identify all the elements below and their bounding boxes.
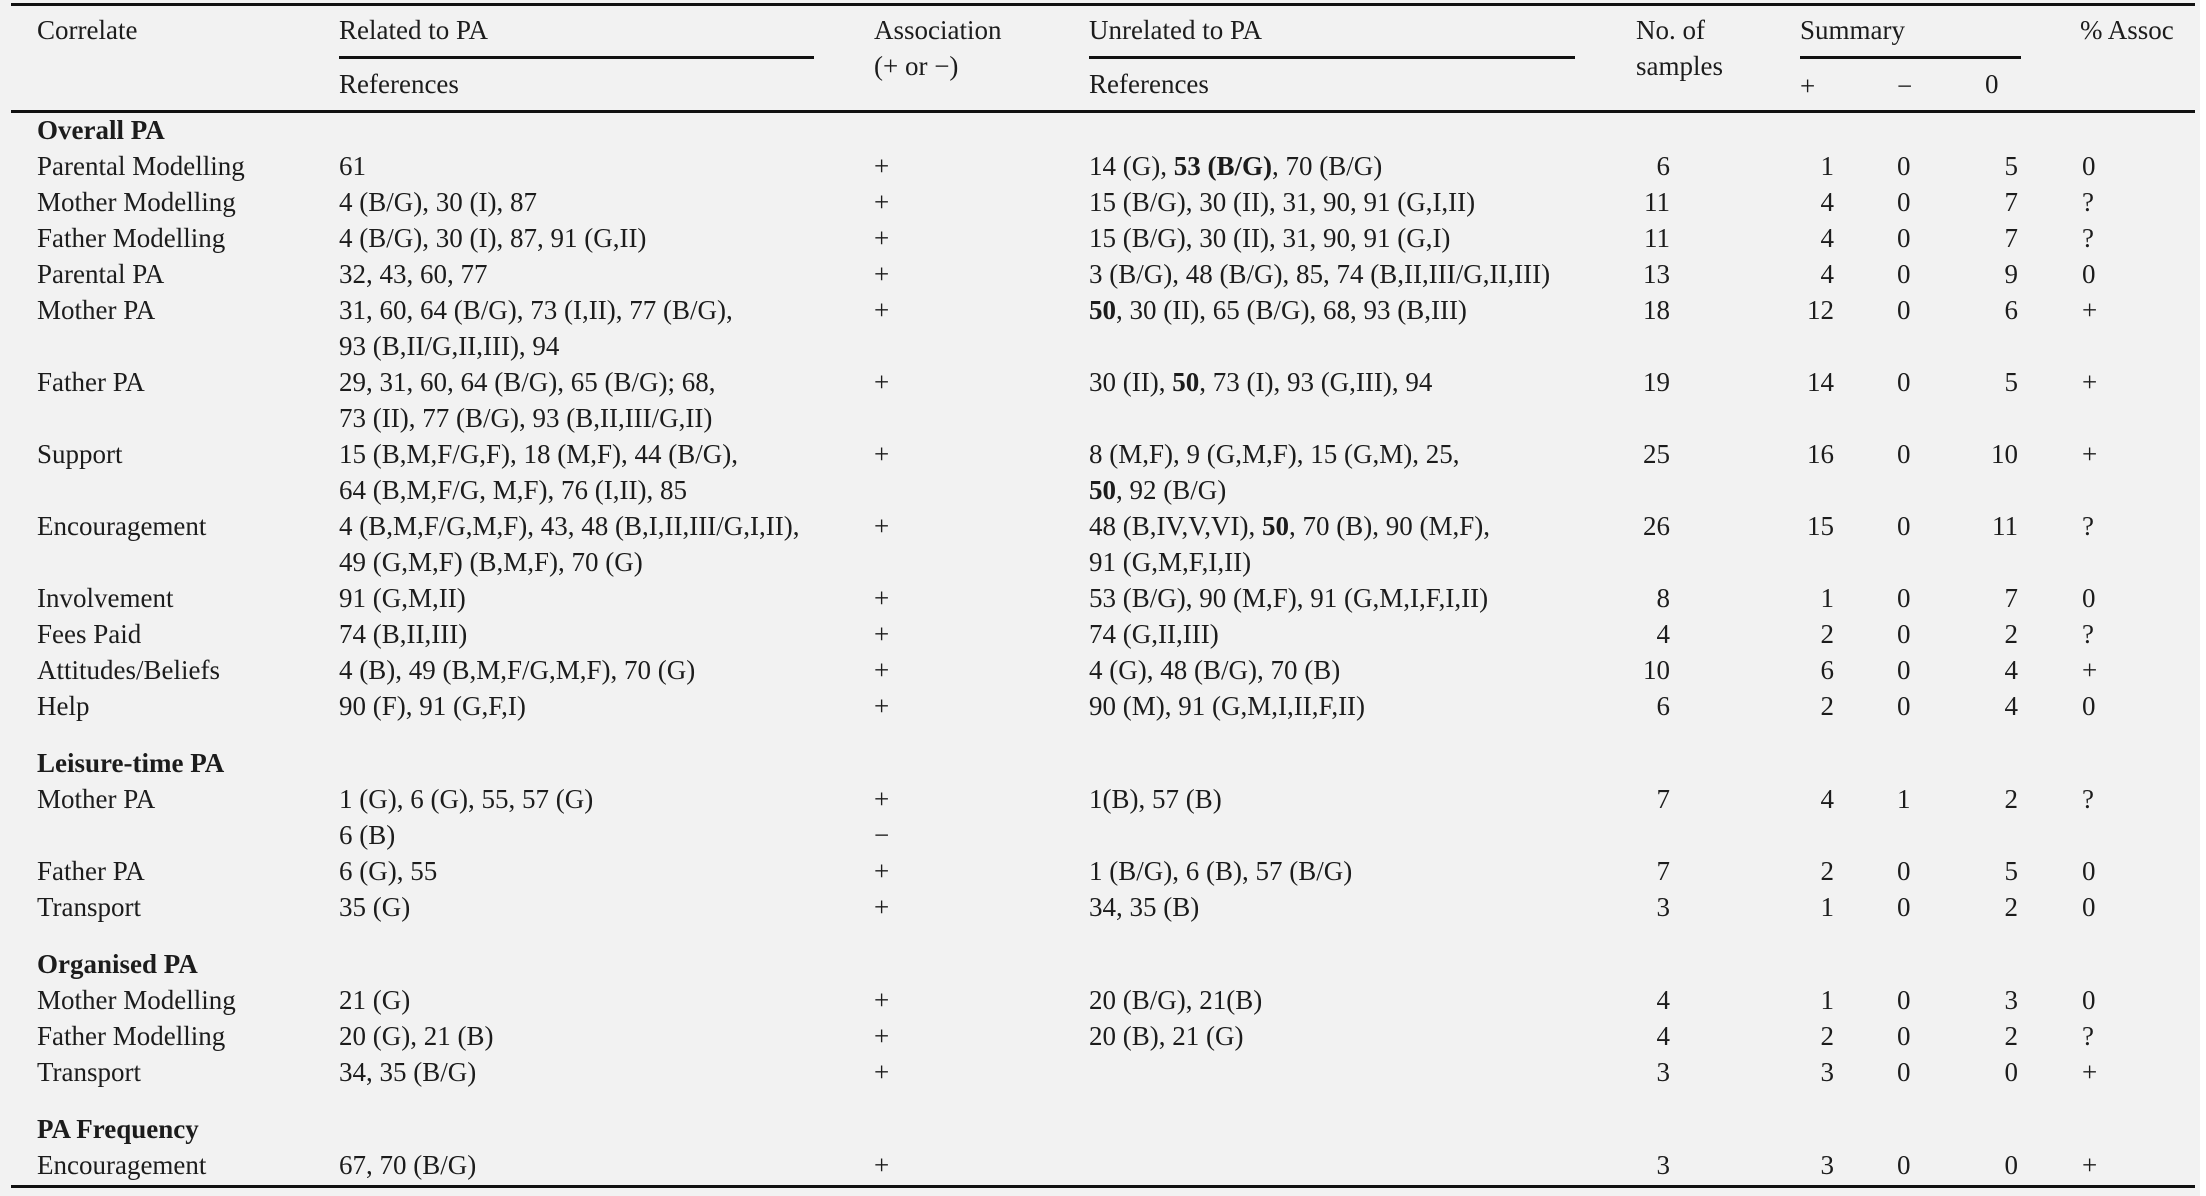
pct-assoc-cell: 0 <box>2082 583 2096 613</box>
samples-cell: 6 <box>1656 691 1670 721</box>
pct-assoc-cell: 0 <box>2082 856 2096 886</box>
summary-plus-cell: 3 <box>1820 1057 1834 1087</box>
reference-text: 91 (G,M,F,I,II) <box>1089 547 1252 577</box>
section-header <box>0 112 2200 148</box>
table-row <box>0 256 2200 292</box>
association-cell: + <box>874 856 890 886</box>
summary-minus-cell: 0 <box>1897 367 1911 397</box>
reference-text: 20 (B/G), 21(B) <box>1089 985 1263 1015</box>
correlate-cell: Involvement <box>37 583 174 613</box>
pct-assoc-cell: 0 <box>2082 985 2096 1015</box>
pct-assoc-cell: + <box>2082 1150 2098 1180</box>
table-row <box>0 1147 2200 1183</box>
pct-assoc-cell: ? <box>2082 511 2094 541</box>
pct-assoc-cell: ? <box>2082 223 2094 253</box>
unrelated-references-cell <box>1089 256 1550 292</box>
correlate-cell: Mother Modelling <box>37 187 236 217</box>
table-row-line <box>0 580 2200 616</box>
table-row <box>0 580 2200 616</box>
pct-assoc-cell: 0 <box>2082 691 2096 721</box>
association-cell: + <box>874 1021 890 1051</box>
table-row <box>0 652 2200 688</box>
summary-plus-cell: 16 <box>1807 439 1834 469</box>
header-related-references: References <box>339 69 459 99</box>
summary-minus-cell: 0 <box>1897 856 1911 886</box>
pct-assoc-cell: 0 <box>2082 259 2096 289</box>
table-row <box>0 889 2200 925</box>
samples-cell: 10 <box>1643 655 1670 685</box>
section-title: Leisure-time PA <box>37 748 225 778</box>
correlate-cell: Parental Modelling <box>37 151 245 181</box>
unrelated-references-cell <box>1089 688 1365 724</box>
header-related: Related to PA <box>339 15 489 45</box>
reference-text: 20 (B), 21 (G) <box>1089 1021 1244 1051</box>
pct-assoc-cell: 0 <box>2082 892 2096 922</box>
association-cell: + <box>874 892 890 922</box>
summary-plus-cell: 4 <box>1820 259 1834 289</box>
table-row <box>0 184 2200 220</box>
reference-text-bold: 50 <box>1172 367 1200 397</box>
reference-text: 74 (G,II,III) <box>1089 619 1219 649</box>
samples-cell: 3 <box>1656 892 1670 922</box>
summary-minus-cell: 0 <box>1897 1057 1911 1087</box>
table-row <box>0 436 2200 508</box>
samples-cell: 8 <box>1656 583 1670 613</box>
association-cell: + <box>874 367 890 397</box>
section-header <box>0 745 2200 781</box>
samples-cell: 19 <box>1643 367 1670 397</box>
header-samples-line2: samples <box>1636 51 1723 81</box>
association-cell: + <box>874 655 890 685</box>
summary-plus-cell: 4 <box>1820 187 1834 217</box>
association-cell: + <box>874 619 890 649</box>
association-cell: + <box>874 511 890 541</box>
summary-underline <box>1800 56 2021 59</box>
related-references-cell: 4 (B/G), 30 (I), 87 <box>339 187 537 217</box>
association-cell: + <box>874 223 890 253</box>
correlate-cell: Transport <box>37 1057 142 1087</box>
correlate-cell: Father PA <box>37 367 145 397</box>
summary-plus-cell: 14 <box>1807 367 1834 397</box>
samples-cell: 13 <box>1643 259 1670 289</box>
unrelated-references-cell <box>1089 616 1219 652</box>
table-row <box>0 364 2200 436</box>
table-row-line <box>0 688 2200 724</box>
related-references-cell: 93 (B,II/G,II,III), 94 <box>339 331 560 361</box>
correlate-cell: Mother PA <box>37 295 156 325</box>
association-cell: + <box>874 985 890 1015</box>
summary-plus-cell: 2 <box>1820 619 1834 649</box>
table-row-line <box>0 889 2200 925</box>
summary-zero-cell: 4 <box>2004 691 2018 721</box>
reference-text: 30 (II), <box>1089 367 1173 397</box>
unrelated-references-cell <box>1089 364 1432 400</box>
samples-cell: 4 <box>1656 619 1670 649</box>
related-references-cell: 6 (B) <box>339 820 396 850</box>
correlate-cell: Attitudes/Beliefs <box>37 655 220 685</box>
summary-minus-cell: 0 <box>1897 619 1911 649</box>
summary-minus-cell: 0 <box>1897 295 1911 325</box>
header-summary-zero: 0 <box>1985 69 1999 99</box>
summary-minus-cell: 0 <box>1897 892 1911 922</box>
related-references-cell: 29, 31, 60, 64 (B/G), 65 (B/G); 68, <box>339 367 716 397</box>
association-cell: + <box>874 784 890 814</box>
summary-minus-cell: 0 <box>1897 985 1911 1015</box>
pct-assoc-cell: 0 <box>2082 151 2096 181</box>
summary-zero-cell: 2 <box>2004 784 2018 814</box>
summary-minus-cell: 0 <box>1897 259 1911 289</box>
section-header <box>0 1111 2200 1147</box>
reference-text: 3 (B/G), 48 (B/G), 85, 74 (B,II,III/G,II,III) <box>1089 259 1551 289</box>
related-references-cell: 91 (G,M,II) <box>339 583 466 613</box>
correlate-cell: Fees Paid <box>37 619 142 649</box>
table-row-line <box>0 1054 2200 1090</box>
summary-plus-cell: 1 <box>1820 583 1834 613</box>
reference-text: , 92 (B/G) <box>1116 475 1227 505</box>
reference-text: , 73 (I), 93 (G,III), 94 <box>1199 367 1433 397</box>
summary-zero-cell: 7 <box>2004 583 2018 613</box>
table-row <box>0 508 2200 580</box>
correlate-cell: Transport <box>37 892 142 922</box>
summary-zero-cell: 3 <box>2004 985 2018 1015</box>
related-references-cell: 73 (II), 77 (B/G), 93 (B,II,III/G,II) <box>339 403 713 433</box>
samples-cell: 26 <box>1643 511 1670 541</box>
reference-text: 14 (G), <box>1089 151 1174 181</box>
summary-minus-cell: 0 <box>1897 511 1911 541</box>
header-association: Association <box>874 15 1002 45</box>
reference-text: , 70 (B/G) <box>1271 151 1383 181</box>
summary-plus-cell: 6 <box>1820 655 1834 685</box>
summary-minus-cell: 0 <box>1897 1150 1911 1180</box>
summary-plus-cell: 2 <box>1820 691 1834 721</box>
reference-text-bold: 50 <box>1262 511 1290 541</box>
reference-text: 4 (G), 48 (B/G), 70 (B) <box>1089 655 1341 685</box>
summary-zero-cell: 5 <box>2004 367 2018 397</box>
association-cell: + <box>874 1057 890 1087</box>
table-row-line <box>0 184 2200 220</box>
summary-plus-cell: 15 <box>1807 511 1834 541</box>
related-references-cell: 4 (B/G), 30 (I), 87, 91 (G,II) <box>339 223 647 253</box>
reference-text: , 70 (B), 90 (M,F), <box>1289 511 1491 541</box>
unrelated-references-cell <box>1089 982 1262 1018</box>
related-references-cell: 1 (G), 6 (G), 55, 57 (G) <box>339 784 594 814</box>
samples-cell: 4 <box>1656 985 1670 1015</box>
related-references-cell: 90 (F), 91 (G,F,I) <box>339 691 526 721</box>
table-row <box>0 1054 2200 1090</box>
summary-zero-cell: 2 <box>2004 1021 2018 1051</box>
reference-text-bold: 53 (B/G) <box>1173 151 1272 181</box>
unrelated-underline <box>1089 56 1575 59</box>
table-row <box>0 220 2200 256</box>
samples-cell: 3 <box>1656 1150 1670 1180</box>
samples-cell: 18 <box>1643 295 1670 325</box>
table-row <box>0 1018 2200 1054</box>
summary-plus-cell: 1 <box>1820 892 1834 922</box>
related-references-cell: 6 (G), 55 <box>339 856 438 886</box>
table-row-line <box>0 853 2200 889</box>
association-cell: + <box>874 151 890 181</box>
related-references-cell: 21 (G) <box>339 985 411 1015</box>
unrelated-references-cell <box>1089 148 1382 184</box>
association-cell: + <box>874 583 890 613</box>
summary-plus-cell: 4 <box>1820 223 1834 253</box>
association-cell: − <box>874 820 890 850</box>
header-unrelated-references: References <box>1089 69 1209 99</box>
table-row <box>0 292 2200 364</box>
correlate-cell: Parental PA <box>37 259 165 289</box>
summary-zero-cell: 0 <box>2004 1057 2018 1087</box>
top-rule <box>11 3 2195 6</box>
summary-minus-cell: 1 <box>1897 784 1911 814</box>
correlate-cell: Encouragement <box>37 511 207 541</box>
pct-assoc-cell: + <box>2082 655 2098 685</box>
section-title: Overall PA <box>37 115 165 145</box>
table-row-line <box>0 148 2200 184</box>
summary-zero-cell: 2 <box>2004 892 2018 922</box>
reference-text: 53 (B/G), 90 (M,F), 91 (G,M,I,F,I,II) <box>1089 583 1489 613</box>
reference-text: , 30 (II), 65 (B/G), 68, 93 (B,III) <box>1116 295 1467 325</box>
table-row-line <box>0 781 2200 817</box>
summary-zero-cell: 0 <box>2004 1150 2018 1180</box>
unrelated-references-cell <box>1089 472 1226 508</box>
table-row-line <box>0 400 2200 436</box>
table-row-line <box>0 436 2200 472</box>
association-cell: + <box>874 295 890 325</box>
bottom-rule <box>11 1185 2195 1188</box>
summary-zero-cell: 2 <box>2004 619 2018 649</box>
samples-cell: 11 <box>1644 187 1670 217</box>
samples-cell: 25 <box>1643 439 1670 469</box>
reference-text: 1 (B/G), 6 (B), 57 (B/G) <box>1089 856 1353 886</box>
related-references-cell: 35 (G) <box>339 892 411 922</box>
unrelated-references-cell <box>1089 508 1490 544</box>
unrelated-references-cell <box>1089 436 1460 472</box>
summary-minus-cell: 0 <box>1897 187 1911 217</box>
section-title: PA Frequency <box>37 1114 199 1144</box>
pct-assoc-cell: ? <box>2082 1021 2094 1051</box>
related-references-cell: 49 (G,M,F) (B,M,F), 70 (G) <box>339 547 643 577</box>
table-row-line <box>0 652 2200 688</box>
summary-zero-cell: 7 <box>2004 187 2018 217</box>
table-row <box>0 148 2200 184</box>
summary-zero-cell: 5 <box>2004 151 2018 181</box>
samples-cell: 7 <box>1656 856 1670 886</box>
summary-minus-cell: 0 <box>1897 583 1911 613</box>
table-row <box>0 688 2200 724</box>
header-association-sub: (+ or −) <box>874 51 959 81</box>
header-pct-assoc: % Assoc <box>2080 15 2174 45</box>
correlate-cell: Encouragement <box>37 1150 207 1180</box>
header-summary: Summary <box>1800 15 1905 45</box>
section-header <box>0 946 2200 982</box>
unrelated-references-cell <box>1089 184 1475 220</box>
header-summary-minus: − <box>1897 71 1913 101</box>
table-row <box>0 853 2200 889</box>
related-underline <box>339 56 814 59</box>
summary-minus-cell: 0 <box>1897 151 1911 181</box>
table-row-line <box>0 292 2200 328</box>
table-row <box>0 781 2200 853</box>
table-row-line <box>0 364 2200 400</box>
association-cell: + <box>874 691 890 721</box>
correlate-cell: Father Modelling <box>37 1021 226 1051</box>
table-row <box>0 982 2200 1018</box>
reference-text: 8 (M,F), 9 (G,M,F), 15 (G,M), 25, <box>1089 439 1460 469</box>
association-cell: + <box>874 259 890 289</box>
pct-assoc-cell: + <box>2082 1057 2098 1087</box>
unrelated-references-cell <box>1089 292 1467 328</box>
summary-plus-cell: 1 <box>1820 151 1834 181</box>
header-samples-line1: No. of <box>1636 15 1705 45</box>
summary-plus-cell: 12 <box>1807 295 1834 325</box>
table-row-line <box>0 544 2200 580</box>
summary-minus-cell: 0 <box>1897 655 1911 685</box>
pct-assoc-cell: + <box>2082 367 2098 397</box>
unrelated-references-cell <box>1089 580 1488 616</box>
related-references-cell: 31, 60, 64 (B/G), 73 (I,II), 77 (B/G), <box>339 295 733 325</box>
summary-minus-cell: 0 <box>1897 691 1911 721</box>
table-row-line <box>0 817 2200 853</box>
related-references-cell: 4 (B,M,F/G,M,F), 43, 48 (B,I,II,III/G,I,II), <box>339 511 800 541</box>
table-row <box>0 616 2200 652</box>
table-row-line <box>0 256 2200 292</box>
summary-plus-cell: 1 <box>1820 985 1834 1015</box>
pct-assoc-cell: ? <box>2082 619 2094 649</box>
header-correlate: Correlate <box>37 15 138 45</box>
reference-text-bold: 50 <box>1089 295 1116 325</box>
unrelated-references-cell <box>1089 781 1222 817</box>
summary-minus-cell: 0 <box>1897 439 1911 469</box>
related-references-cell: 4 (B), 49 (B,M,F/G,M,F), 70 (G) <box>339 655 696 685</box>
header-unrelated: Unrelated to PA <box>1089 15 1262 45</box>
association-cell: + <box>874 187 890 217</box>
related-references-cell: 67, 70 (B/G) <box>339 1150 477 1180</box>
related-references-cell: 34, 35 (B/G) <box>339 1057 477 1087</box>
summary-plus-cell: 2 <box>1820 856 1834 886</box>
related-references-cell: 20 (G), 21 (B) <box>339 1021 494 1051</box>
reference-text: 48 (B,IV,V,VI), <box>1089 511 1263 541</box>
association-cell: + <box>874 1150 890 1180</box>
reference-text: 15 (B/G), 30 (II), 31, 90, 91 (G,I) <box>1089 223 1451 253</box>
summary-zero-cell: 11 <box>1992 511 2018 541</box>
samples-cell: 6 <box>1656 151 1670 181</box>
unrelated-references-cell <box>1089 544 1251 580</box>
pct-assoc-cell: + <box>2082 439 2098 469</box>
header-summary-plus: + <box>1800 71 1816 101</box>
summary-zero-cell: 6 <box>2004 295 2018 325</box>
reference-text: 34, 35 (B) <box>1089 892 1200 922</box>
pct-assoc-cell: + <box>2082 295 2098 325</box>
section-title: Organised PA <box>37 949 198 979</box>
summary-plus-cell: 3 <box>1820 1150 1834 1180</box>
correlate-cell: Mother PA <box>37 784 156 814</box>
samples-cell: 3 <box>1656 1057 1670 1087</box>
samples-cell: 7 <box>1656 784 1670 814</box>
association-cell: + <box>874 439 890 469</box>
unrelated-references-cell <box>1089 889 1199 925</box>
summary-minus-cell: 0 <box>1897 1021 1911 1051</box>
correlate-cell: Father PA <box>37 856 145 886</box>
correlate-cell: Father Modelling <box>37 223 226 253</box>
reference-text: 1(B), 57 (B) <box>1089 784 1222 814</box>
samples-cell: 11 <box>1644 223 1670 253</box>
summary-zero-cell: 9 <box>2004 259 2018 289</box>
unrelated-references-cell <box>1089 652 1340 688</box>
table-row-line <box>0 616 2200 652</box>
summary-plus-cell: 4 <box>1820 784 1834 814</box>
reference-text: 90 (M), 91 (G,M,I,II,F,II) <box>1089 691 1366 721</box>
related-references-cell: 32, 43, 60, 77 <box>339 259 488 289</box>
table-body <box>0 112 2200 1188</box>
table-row-line <box>0 220 2200 256</box>
pct-assoc-cell: ? <box>2082 784 2094 814</box>
table-row-line <box>0 1147 2200 1183</box>
table-row-line <box>0 1018 2200 1054</box>
summary-plus-cell: 2 <box>1820 1021 1834 1051</box>
summary-minus-cell: 0 <box>1897 223 1911 253</box>
summary-zero-cell: 7 <box>2004 223 2018 253</box>
related-references-cell: 15 (B,M,F/G,F), 18 (M,F), 44 (B/G), <box>339 439 739 469</box>
related-references-cell: 64 (B,M,F/G, M,F), 76 (I,II), 85 <box>339 475 687 505</box>
correlate-cell: Mother Modelling <box>37 985 236 1015</box>
table-row-line <box>0 982 2200 1018</box>
unrelated-references-cell <box>1089 853 1352 889</box>
reference-text-bold: 50 <box>1089 475 1116 505</box>
pct-assoc-cell: ? <box>2082 187 2094 217</box>
related-references-cell: 61 <box>339 151 366 181</box>
summary-zero-cell: 5 <box>2004 856 2018 886</box>
reference-text: 15 (B/G), 30 (II), 31, 90, 91 (G,I,II) <box>1089 187 1476 217</box>
table-row-line <box>0 508 2200 544</box>
table-row-line <box>0 328 2200 364</box>
unrelated-references-cell <box>1089 1018 1243 1054</box>
unrelated-references-cell <box>1089 220 1450 256</box>
correlate-cell: Help <box>37 691 90 721</box>
correlate-cell: Support <box>37 439 123 469</box>
samples-cell: 4 <box>1656 1021 1670 1051</box>
table-row-line <box>0 472 2200 508</box>
related-references-cell: 74 (B,II,III) <box>339 619 468 649</box>
summary-zero-cell: 10 <box>1991 439 2018 469</box>
summary-zero-cell: 4 <box>2004 655 2018 685</box>
